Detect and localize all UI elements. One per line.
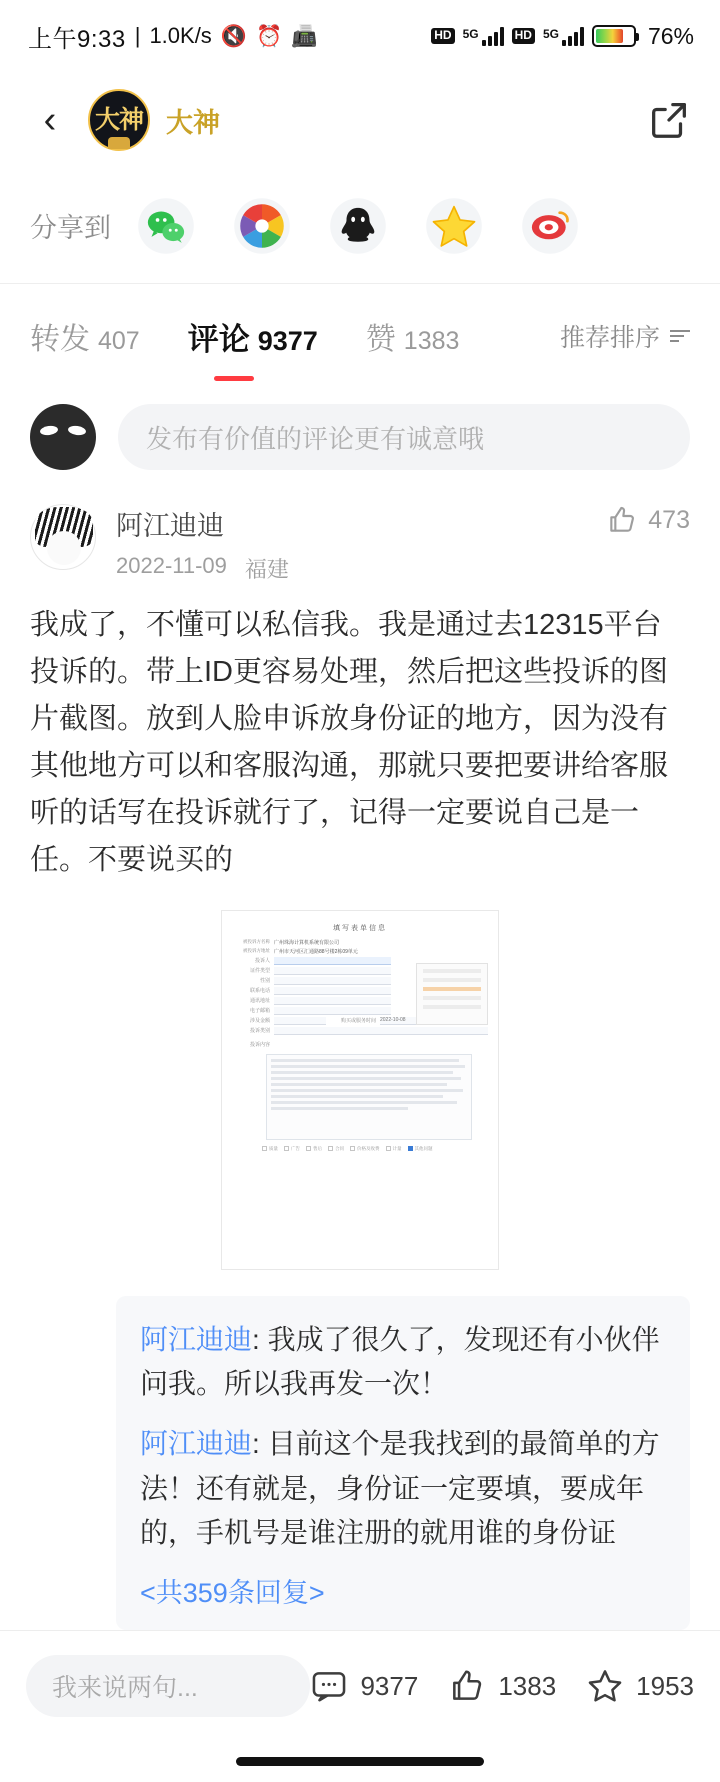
- share-qq-icon[interactable]: [329, 197, 387, 255]
- commenter-avatar[interactable]: [30, 504, 96, 570]
- network-type-1: 5G: [462, 26, 479, 41]
- form-field-row: 投诉人: [232, 957, 391, 965]
- tab-forward[interactable]: [30, 314, 140, 358]
- nav-bar: [0, 72, 720, 168]
- form-checkbox[interactable]: 售后: [306, 1146, 322, 1152]
- form-checkbox[interactable]: 质量: [262, 1146, 278, 1152]
- share-wechat-moments-icon[interactable]: [233, 197, 291, 255]
- status-netspeed: 1.0K/s: [149, 23, 212, 48]
- comment-like-button[interactable]: [606, 504, 690, 536]
- app-icon: 📠: [291, 24, 318, 48]
- share-wechat-icon[interactable]: [137, 197, 195, 255]
- battery-icon: [592, 25, 636, 47]
- status-bar: [0, 0, 720, 72]
- form-checkbox[interactable]: 计量: [386, 1146, 402, 1152]
- my-avatar[interactable]: [30, 404, 96, 470]
- form-company-1: 广州珠海计算机系统有限公司: [274, 939, 340, 946]
- thumbs-up-icon: [448, 1667, 486, 1705]
- form-company-row-1: 被投诉方名称 广州珠海计算机系统有限公司: [243, 939, 340, 946]
- form-field-row: 通讯地址: [232, 997, 391, 1005]
- signal-group-1: [463, 27, 504, 46]
- bottom-favorite-button[interactable]: [586, 1667, 694, 1705]
- tab-forward-count: 407: [98, 327, 140, 355]
- external-share-icon[interactable]: [646, 97, 692, 143]
- reply-author[interactable]: 阿江迪迪: [140, 1428, 253, 1460]
- form-company-row-2: 被投诉方地址 广州市天河区汇通路88号楼2栋09单元: [243, 948, 358, 955]
- reply-text: 我成了很久了，发现还有小伙伴问我。所以我再发一次！: [140, 1323, 660, 1400]
- form-checkbox[interactable]: 价格及收费: [350, 1146, 380, 1152]
- form-checkbox-selected[interactable]: 其他问题: [408, 1146, 433, 1152]
- reply-item: [140, 1318, 666, 1406]
- reply-item: [140, 1422, 666, 1555]
- bottom-comment-button[interactable]: [310, 1667, 418, 1705]
- sort-icon: [670, 330, 690, 342]
- form-checkbox-row: [262, 1146, 488, 1152]
- status-indicator-icons: [221, 26, 317, 47]
- home-indicator[interactable]: [236, 1757, 484, 1766]
- tab-comments-count: 9377: [257, 325, 318, 356]
- form-field-row: 证件类型: [232, 967, 391, 975]
- bottom-action-bar: [0, 1630, 720, 1742]
- back-chevron-icon[interactable]: ‹: [43, 98, 57, 141]
- tab-likes[interactable]: [366, 314, 460, 358]
- comment-meta: [116, 504, 606, 584]
- hd-badge-2: HD: [512, 28, 535, 44]
- tab-likes-label: 赞: [365, 323, 396, 356]
- bottom-actions: [310, 1667, 694, 1705]
- tab-comments[interactable]: [188, 314, 318, 359]
- form-content-box: [266, 1054, 472, 1140]
- comment-author[interactable]: 阿江迪迪: [116, 511, 224, 541]
- bottom-favorite-count: 1953: [636, 1670, 694, 1701]
- comment-input[interactable]: 发布有价值的评论更有诚意哦: [118, 404, 690, 470]
- reply-list: [116, 1296, 690, 1630]
- sort-label: 推荐排序: [559, 324, 660, 352]
- bottom-like-button[interactable]: [448, 1667, 556, 1705]
- comment-like-count: 473: [648, 505, 690, 534]
- app-logo-text: 大神: [94, 105, 143, 134]
- reply-author[interactable]: 阿江迪迪: [140, 1323, 253, 1355]
- comment-header: [30, 504, 690, 584]
- form-field-row: 电子邮箱: [232, 1007, 391, 1015]
- battery-percent: 76%: [647, 22, 694, 49]
- tab-forward-label: 转发: [30, 323, 90, 356]
- form-field-row: 性别: [232, 977, 391, 985]
- comment-bubble-icon: [310, 1667, 348, 1705]
- network-type-2: 5G: [542, 26, 559, 41]
- reply-separator: :: [252, 1428, 268, 1460]
- tab-likes-count: 1383: [403, 327, 460, 355]
- form-category-row: 投诉类别: [232, 1027, 488, 1035]
- status-bar-left: [28, 19, 317, 54]
- form-content-row: 投诉内容: [249, 1041, 270, 1048]
- status-separator: |: [134, 23, 141, 48]
- share-row: [0, 168, 720, 284]
- form-checkbox[interactable]: 合同: [328, 1146, 344, 1152]
- reply-text: 目前这个是我找到的最简单的方法！还有就是，身份证一定要填，要成年的，手机号是谁注册的就用谁的身份证: [140, 1428, 660, 1548]
- app-logo[interactable]: [88, 89, 150, 151]
- tab-bar: [0, 284, 720, 388]
- form-field-row: 联系电话: [232, 987, 391, 995]
- signal-bars-1: [482, 27, 504, 46]
- comment-text: 我成了，不懂可以私信我。我是通过去12315平台投诉的。带上ID更容易处理，然后把这些投诉的图片截图。放到人脸申诉放身份证的地方，因为没有其他地方可以和客服沟通，那就只要把要讲给客服听的话写在投诉就行了，记得一定要说自己是一任。不要说买的: [30, 609, 669, 876]
- comment-composer: [0, 388, 720, 492]
- comment-submeta: [116, 553, 606, 584]
- signal-bars-2: [562, 27, 584, 46]
- thumbs-up-icon: [606, 504, 638, 536]
- comment-location: 福建: [244, 557, 289, 582]
- page-title: 大神: [166, 107, 220, 138]
- bottom-comment-input[interactable]: 我来说两句...: [26, 1655, 310, 1717]
- sort-selector[interactable]: [560, 318, 690, 354]
- comment-image-wrap: [30, 910, 690, 1270]
- tab-comments-label: 评论: [187, 321, 250, 357]
- form-title: 填写表单信息: [333, 924, 387, 932]
- reply-separator: :: [252, 1323, 268, 1355]
- share-icon-list: [137, 197, 579, 255]
- form-amount-row: 涉及金额 购买或服务时间 2022-10-08: [232, 1017, 488, 1025]
- signal-group-2: [543, 27, 584, 46]
- share-label: 分享到: [30, 213, 111, 243]
- bottom-like-count: 1383: [498, 1670, 557, 1701]
- status-bar-right: [431, 23, 694, 50]
- home-indicator-bar: [0, 1742, 720, 1782]
- comment-item: [0, 492, 720, 1630]
- form-checkbox[interactable]: 广告: [284, 1146, 300, 1152]
- complaint-form-screenshot[interactable]: [221, 910, 499, 1270]
- alarm-icon: ⏰: [255, 24, 283, 48]
- hd-badge-1: HD: [431, 28, 454, 44]
- form-date: 2022-10-08: [380, 1017, 488, 1025]
- mute-icon: 🔇: [220, 24, 247, 48]
- share-weibo-icon[interactable]: [521, 197, 579, 255]
- status-time: 上午9:33: [28, 25, 126, 53]
- form-side-panel: [416, 963, 488, 1025]
- share-qzone-icon[interactable]: [425, 197, 483, 255]
- view-more-replies-link[interactable]: <共359条回复>: [140, 1577, 325, 1608]
- bottom-comment-count: 9377: [360, 1670, 419, 1701]
- form-company-2: 广州市天河区汇通路88号楼2栋09单元: [274, 948, 358, 955]
- star-icon: [586, 1667, 624, 1705]
- comment-date: 2022-11-09: [116, 553, 227, 578]
